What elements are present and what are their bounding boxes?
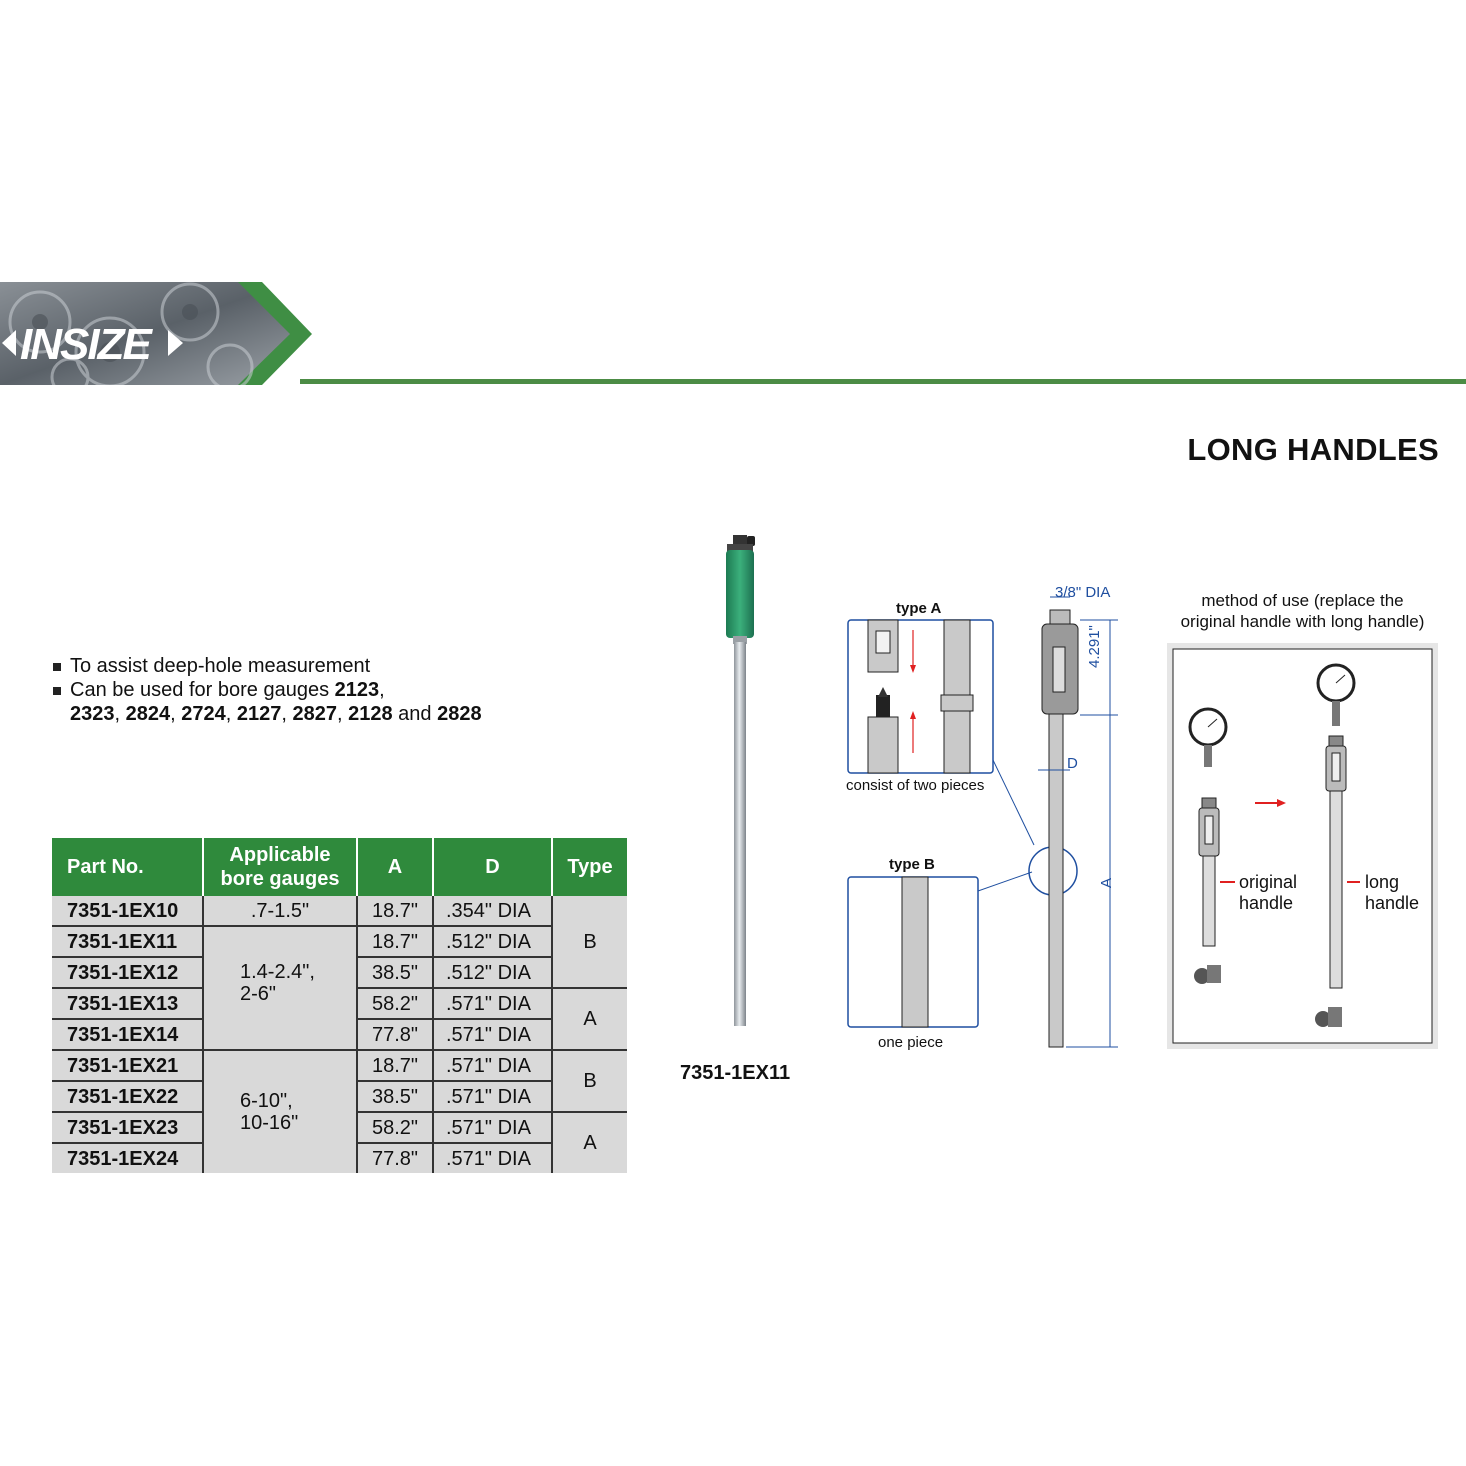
table-row: 7351-1EX10 .7-1.5" 18.7" .354" DIA B xyxy=(52,896,627,926)
feature-item: Can be used for bore gauges 2123, 2323, 2824, 2724, 2127, 2827, 2128 and 2828 xyxy=(52,678,482,726)
dim-grip: 4.291" xyxy=(1086,625,1103,668)
original-handle-label: original handle xyxy=(1239,872,1298,913)
table-row: 7351-1EX22 38.5" .571" DIA xyxy=(52,1081,627,1112)
table-row: 7351-1EX21 6-10", 10-16" 18.7" .571" DIA B xyxy=(52,1050,627,1081)
header-a: A xyxy=(357,838,433,896)
table-row: 7351-1EX12 38.5" .512" DIA xyxy=(52,957,627,988)
header-part-no: Part No. xyxy=(52,838,203,896)
logo-text: INSIZE xyxy=(20,320,150,369)
type-a-title: type A xyxy=(896,600,942,617)
long-handle-label: long handle xyxy=(1365,872,1420,913)
table-header-row xyxy=(52,838,627,896)
dim-a: A xyxy=(1098,877,1115,888)
table-row: 7351-1EX13 58.2" .571" DIA A xyxy=(52,988,627,1019)
type-a-caption: consist of two pieces xyxy=(846,777,985,794)
type-cell: B xyxy=(552,896,627,988)
type-cell: B xyxy=(552,1050,627,1112)
photo-caption: 7351-1EX11 xyxy=(680,1062,791,1084)
header-type: Type xyxy=(552,838,627,896)
method-panel xyxy=(1165,641,1440,1051)
spec-table xyxy=(52,838,627,1173)
type-cell: A xyxy=(552,988,627,1050)
header-rule xyxy=(300,379,1466,384)
dim-top: 3/8" DIA xyxy=(1055,584,1111,601)
type-b-title: type B xyxy=(889,856,935,873)
type-cell: A xyxy=(552,1112,627,1173)
type-b-caption: one piece xyxy=(878,1034,944,1051)
gauge-group-cell: 1.4-2.4", 2-6" xyxy=(203,926,357,1050)
table-row: 7351-1EX24 77.8" .571" DIA xyxy=(52,1143,627,1173)
feature-item: To assist deep-hole measurement xyxy=(52,654,482,678)
product-photo xyxy=(715,530,765,1030)
table-row: 7351-1EX11 1.4-2.4", 2-6" 18.7" .512" DIA xyxy=(52,926,627,957)
gauge-group-cell: 6-10", 10-16" xyxy=(203,1050,357,1173)
method-title: method of use (replace the original handle with long handle) xyxy=(1180,591,1425,631)
page-title: LONG HANDLES xyxy=(1187,432,1439,467)
table-row: 7351-1EX14 77.8" .571" DIA xyxy=(52,1019,627,1050)
header-d: D xyxy=(433,838,552,896)
table-row: 7351-1EX23 58.2" .571" DIA A xyxy=(52,1112,627,1143)
header-gauges: Applicable bore gauges xyxy=(203,838,357,896)
dim-d: D xyxy=(1067,755,1078,772)
feature-list xyxy=(52,654,482,726)
